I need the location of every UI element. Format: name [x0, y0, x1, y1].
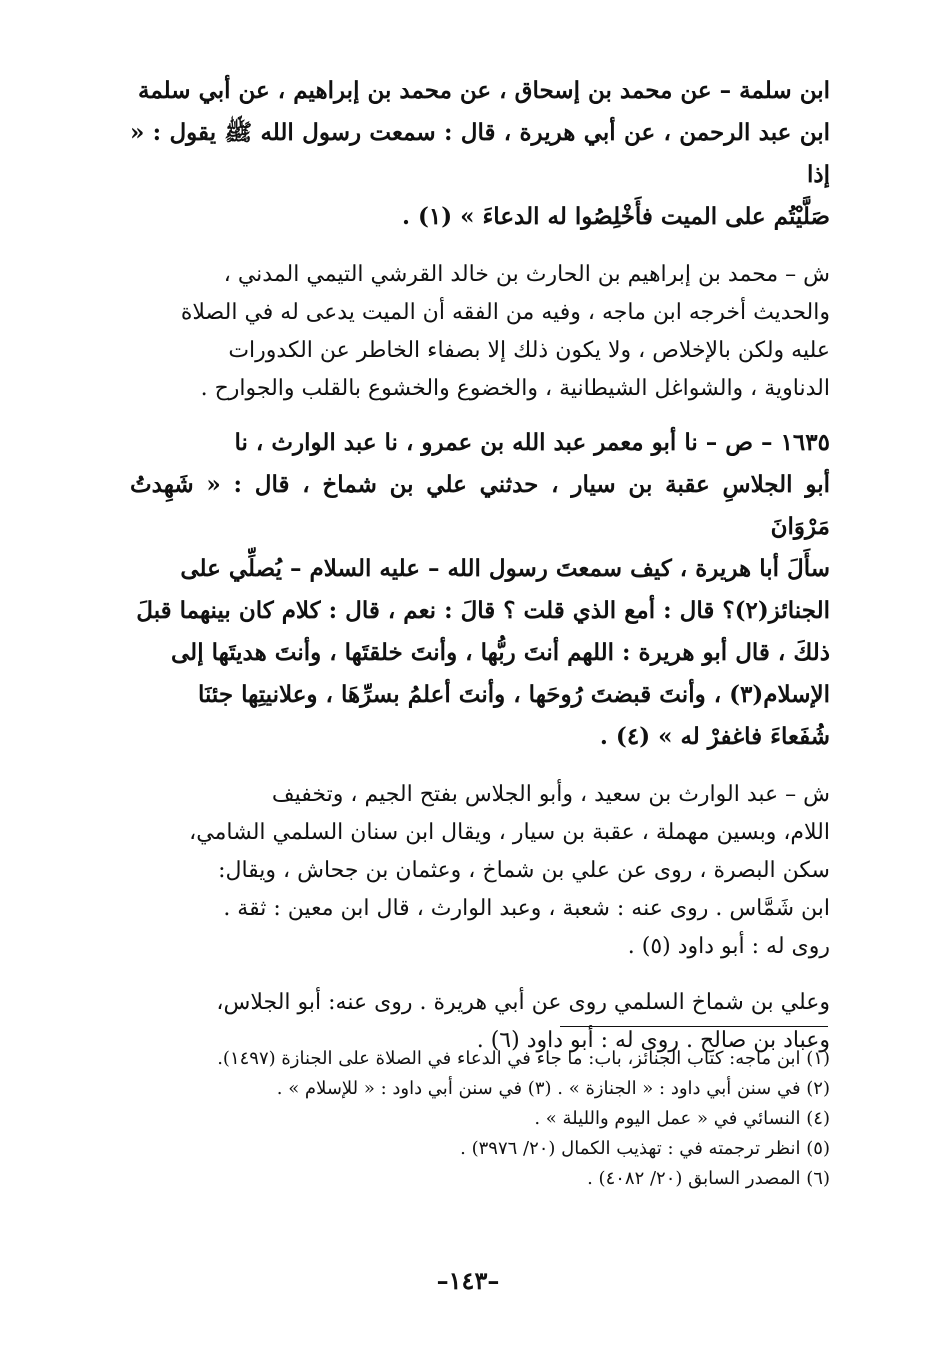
footnote: (٤) النسائي في « عمل اليوم والليلة » .: [534, 1108, 830, 1129]
text-line: ش – محمد بن إبراهيم بن الحارث بن خالد القرشي التيمي المدني ،: [223, 262, 830, 287]
text-line: ١٦٣٥ – ص – نا أبو معمر عبد الله بن عمرو ، نا عبد الوارث ، نا: [234, 429, 830, 456]
text-line: الدناوية ، والشواغل الشيطانية ، والخضوع والخشوع بالقلب والجوارح .: [200, 376, 830, 401]
paragraph: [130, 256, 830, 408]
text-line: روى له : أبو داود (٥) .: [627, 934, 830, 959]
footnote-separator: [560, 1026, 828, 1027]
text-line: ش – عبد الوارث بن سعيد ، وأبو الجلاس بفتح الجيم ، وتخفيف: [271, 782, 830, 807]
text-line: والحديث أخرجه ابن ماجه ، وفيه من الفقه أن الميت يدعى له في الصلاة: [180, 300, 830, 325]
text-line: صَلَّيْتُم على الميت فأَخْلِصُوا له الدعاءَ » (١) .: [401, 203, 830, 230]
text-line: سأَلَ أبا هريرة ، كيف سمعتَ رسول الله – عليه السلام – يُصلِّي على: [180, 555, 830, 582]
footnotes: [130, 1044, 830, 1194]
paragraph: [130, 422, 830, 758]
text-line: ابن شَمَّاس . روى عنه : شعبة ، وعبد الوارث ، قال ابن معين : ثقة .: [223, 896, 830, 921]
text-line: الإسلام(٣) ، وأنتَ قبضتَ رُوحَها ، وأنتَ أعلمُ بسرِّهَا ، وعلانيتِها جئنَا: [197, 681, 830, 708]
text-line: الجنائز(٢)؟ قال : أمع الذي قلت ؟ قالَ : نعم ، قال : كلام كان بينهما قبلَ: [136, 597, 830, 624]
footnote: (٢) في سنن أبي داود : « الجنازة » . (٣) في سنن أبي داود : « للإسلام » .: [276, 1078, 830, 1099]
text-line: سكن البصرة ، روى عن علي بن شماخ ، وعثمان بن جحاش ، ويقال:: [218, 858, 830, 883]
paragraph: [130, 70, 830, 238]
paragraph: [130, 776, 830, 966]
footnote: (٥) انظر ترجمته في : تهذيب الكمال (٢٠/ ٣٩٧٦) .: [460, 1138, 830, 1159]
footnote: (٦) المصدر السابق (٢٠/ ٤٠٨٢) .: [587, 1168, 830, 1189]
text-line: ذلكَ ، قال أبو هريرة : اللهم أنتَ ربُّها ، وأنتَ خلقتَها ، وأنتَ هديتَها إلى: [171, 639, 830, 666]
text-line: شُفَعاءَ فاغفرْ له » (٤) .: [599, 723, 830, 750]
page-number: –١٤٣–: [436, 1266, 500, 1295]
text-line: ابن سلمة – عن محمد بن إسحاق ، عن محمد بن إبراهيم ، عن أبي سلمة: [138, 77, 830, 104]
text-line: عليه ولكن بالإخلاص ، ولا يكون ذلك إلا بصفاء الخاطر عن الكدورات: [228, 338, 830, 363]
text-line: وعباد بن صالح . روى له : أبو داود (٦) .: [476, 1028, 830, 1053]
footnote: (١) ابن ماجه: كتاب الجنائز، باب: ما جاء في الدعاء في الصلاة على الجنازة (١٤٩٧).: [217, 1048, 830, 1069]
text-line: أبو الجلاسِ عقبة بن سيار ، حدثني علي بن شماخ ، قال : « شَهِدتُ مَرْوَانَ: [130, 471, 830, 540]
text-line: ابن عبد الرحمن ، عن أبي هريرة ، قال : سمعت رسول الله ﷺ يقول : « إذا: [130, 119, 830, 188]
text-line: وعلي بن شماخ السلمي روى عن أبي هريرة . روى عنه: أبو الجلاس،: [216, 990, 830, 1015]
main-text: [130, 70, 830, 1060]
text-line: اللام، وبسين مهملة ، عقبة بن سيار ، ويقال ابن سنان السلمي الشامي،: [189, 820, 830, 845]
